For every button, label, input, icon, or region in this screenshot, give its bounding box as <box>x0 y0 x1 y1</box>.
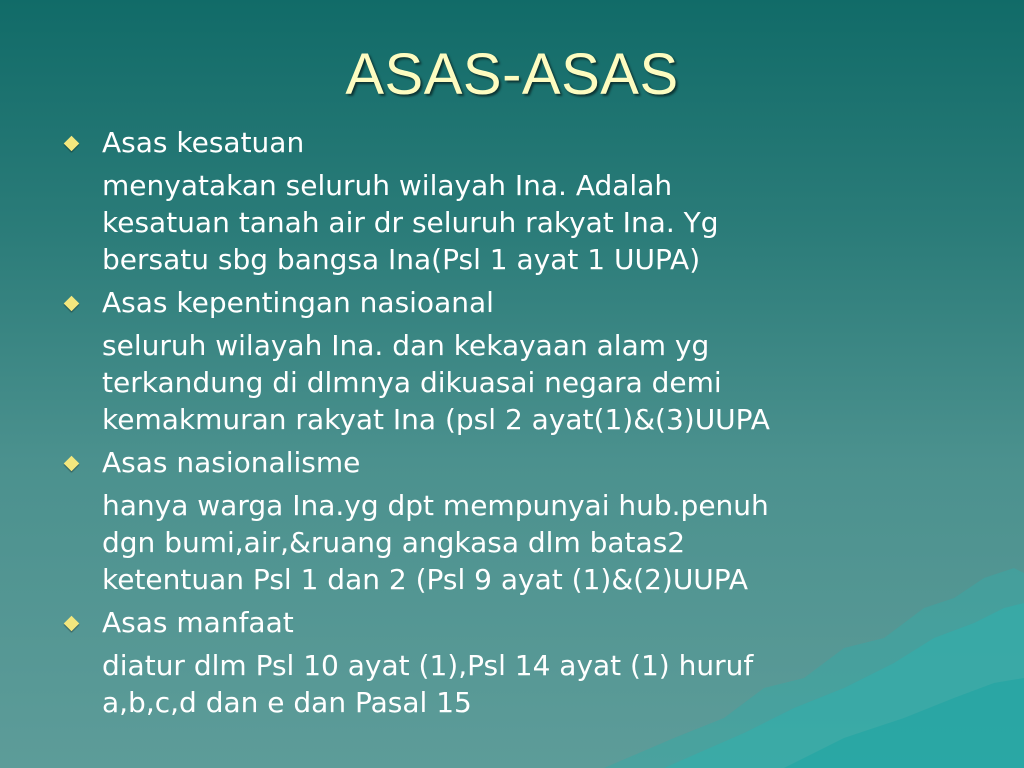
description-line: menyatakan seluruh wilayah Ina. Adalah <box>102 169 673 202</box>
description-line: hanya warga Ina.yg dpt mempunyai hub.penuh <box>102 489 769 522</box>
description-line: terkandung di dlmnya dikuasai negara demi <box>102 366 722 399</box>
description-line: diatur dlm Psl 10 ayat (1),Psl 14 ayat (1) huruf <box>102 649 754 682</box>
list-item-asas-kesatuan <box>62 124 1012 278</box>
description-line: dgn bumi,air,&ruang angkasa dlm batas2 <box>102 526 686 559</box>
diamond-bullet-icon <box>64 136 80 152</box>
item-description <box>102 487 1012 598</box>
item-heading: Asas manfaat <box>102 606 294 639</box>
diamond-bullet-icon <box>64 456 80 472</box>
item-description <box>102 647 1012 721</box>
item-heading: Asas kepentingan nasioanal <box>102 286 494 319</box>
item-description <box>102 327 1012 438</box>
description-line: seluruh wilayah Ina. dan kekayaan alam yg <box>102 329 710 362</box>
list-item-asas-manfaat <box>62 604 1012 721</box>
description-line: bersatu sbg bangsa Ina(Psl 1 ayat 1 UUPA) <box>102 243 701 276</box>
diamond-bullet-icon <box>64 616 80 632</box>
description-line: kesatuan tanah air dr seluruh rakyat Ina. Yg <box>102 206 719 239</box>
item-description <box>102 167 1012 278</box>
description-line: a,b,c,d dan e dan Pasal 15 <box>102 686 472 719</box>
list-item-asas-nasionalisme <box>62 444 1012 598</box>
bullet-list <box>62 124 1012 727</box>
item-heading: Asas nasionalisme <box>102 446 361 479</box>
list-item-asas-kepentingan-nasional <box>62 284 1012 438</box>
description-line: ketentuan Psl 1 dan 2 (Psl 9 ayat (1)&(2)UUPA <box>102 563 749 596</box>
description-line: kemakmuran rakyat Ina (psl 2 ayat(1)&(3)UUPA <box>102 403 770 436</box>
diamond-bullet-icon <box>64 296 80 312</box>
slide-title: ASAS-ASAS <box>345 42 679 107</box>
item-heading: Asas kesatuan <box>102 126 305 159</box>
